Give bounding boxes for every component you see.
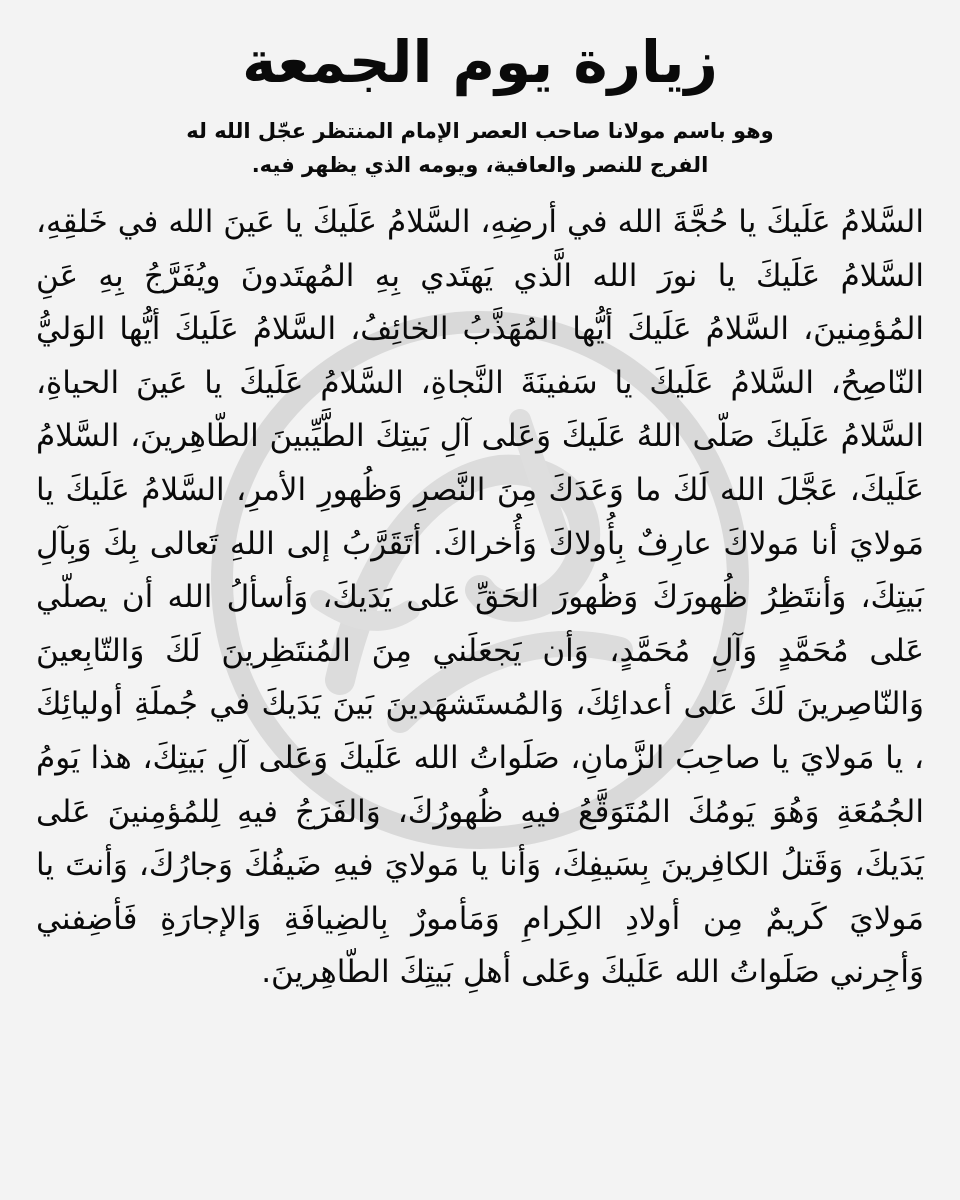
page-title: زيارة يوم الجمعة — [242, 28, 718, 96]
page-subtitle: وهو باسم مولانا صاحب العصر الإمام المنتظر عجّل الله له الفرج للنصر والعافية، ويومه الذي يظهر فيه. — [186, 119, 774, 177]
prayer-text: السَّلامُ عَلَيكَ يا حُجَّةَ الله في أرضِهِ، السَّلامُ عَلَيكَ يا عَينَ الله في خَلقِهِ، السَّلامُ عَلَيكَ يا نورَ الله الَّذي يَهتَدي بِهِ المُهتَدونَ ويُفَرَّجُ بِهِ عَنِ المُؤمِنينَ، السَّلامُ عَلَيكَ أيُّها المُهَذَّبُ الخائِفُ، السَّلامُ عَلَيكَ أيُّها الوَليُّ النّاصِحُ، السَّلامُ عَلَيكَ يا سَفينَةَ النَّجاةِ، السَّلامُ عَلَيكَ يا عَينَ الحياةِ، السَّلامُ عَلَيكَ صَلّى اللهُ عَلَيكَ وَعَلى آلِ بَيتِكَ الطَّيِّبينَ الطّاهِرينَ، السَّلامُ عَلَيكَ، عَجَّلَ الله لَكَ ما وَعَدَكَ مِنَ النَّصرِ وَظُهورِ الأمرِ، السَّلامُ عَلَيكَ يا مَولايَ أنا مَولاكَ عارِفٌ بِأُولاكَ وَأُخراكَ. أتَقَرَّبُ إلى اللهِ تَعالى بِكَ وَبِآلِ بَيتِكَ، وَأنتَظِرُ ظُهورَكَ وَظُهورَ الحَقِّ عَلى يَدَيكَ، وَأسألُ الله أن يصلّي عَلى مُحَمَّدٍ وَآلِ مُحَمَّدٍ، وَأن يَجعَلَني مِنَ المُنتَظِرينَ لَكَ وَالتّابِعينَ وَالنّاصِرينَ لَكَ عَلى أعدائِكَ، وَالمُستَشهَدينَ بَينَ يَدَيكَ في جُملَةِ أوليائِكَ ، يا مَولايَ يا صاحِبَ الزَّمانِ، صَلَواتُ الله عَلَيكَ وَعَلى آلِ بَيتِكَ، هذا يَومُ الجُمُعَةِ وَهُوَ يَومُكَ المُتَوَقَّعُ فيهِ ظُهورُكَ، وَالفَرَجُ فيهِ لِلمُؤمِنينَ عَلى يَدَيكَ، وَقَتلُ الكافِرينَ بِسَيفِكَ، وَأنا يا مَولايَ فيهِ ضَيفُكَ وَجارُكَ، وَأنتَ يا مَولايَ كَريمٌ مِن أولادِ الكِرامِ وَمَأمورٌ بِالضِيافَةِ وَالإجارَةِ فَأضِفني وَأجِرني صَلَواتُ الله عَلَيكَ وعَلى أهلِ بَيتِكَ الطّاهِرينَ. — [36, 204, 924, 991]
